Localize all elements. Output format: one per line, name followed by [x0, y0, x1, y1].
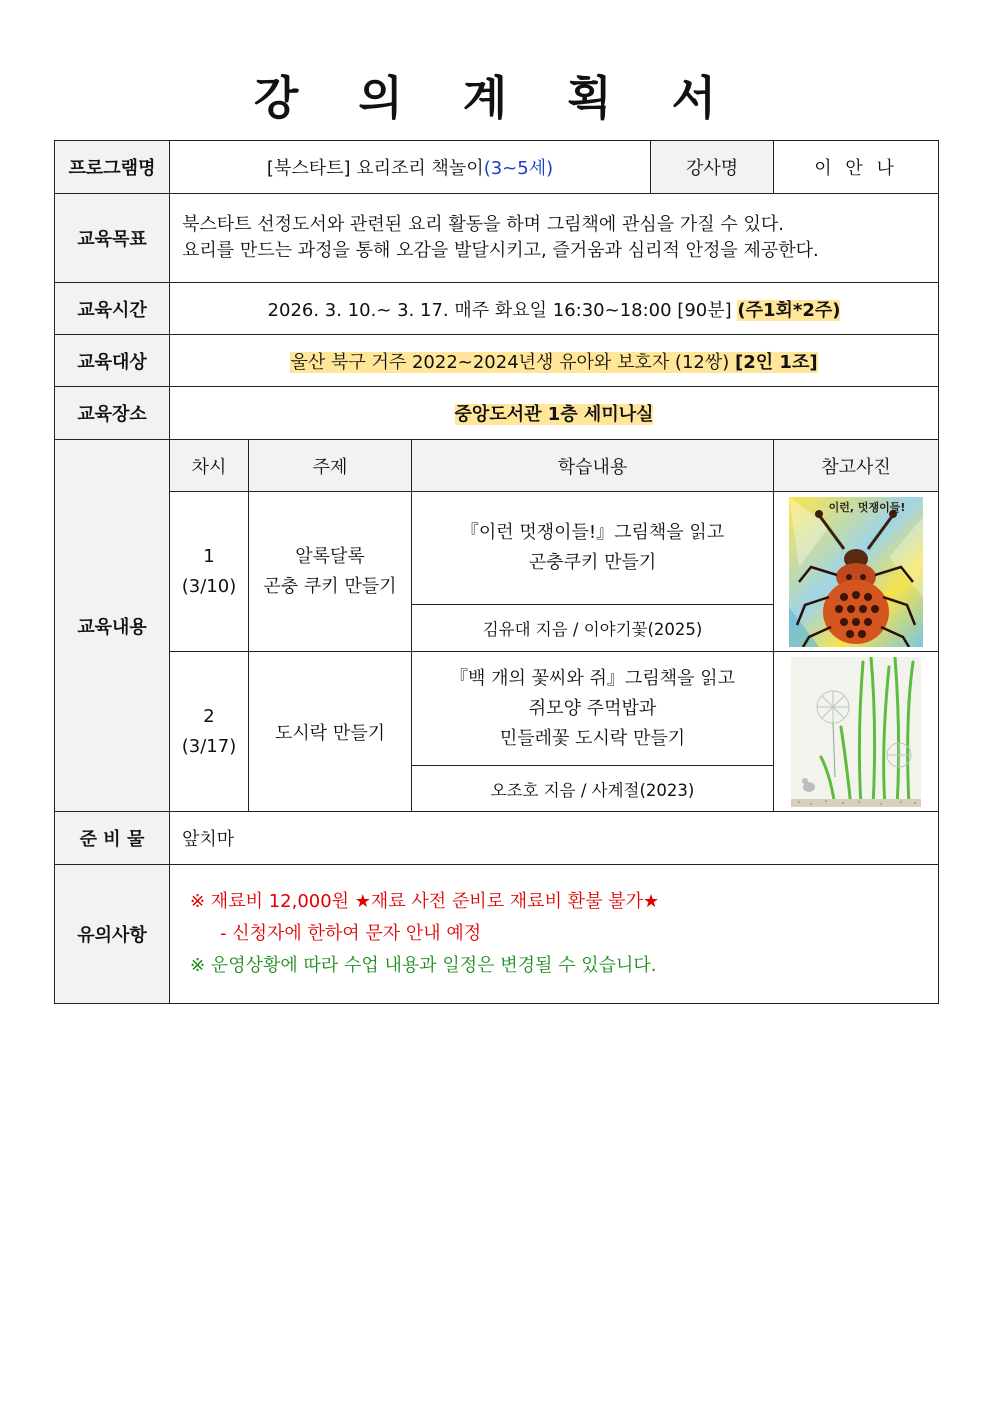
goal-label: 교육목표	[55, 194, 170, 283]
session-2-number	[170, 652, 249, 812]
session-1-book-credit: 김유대 지음 / 이야기꽃(2025)	[412, 605, 774, 652]
header-learning: 학습내용	[412, 440, 774, 492]
goal-text	[170, 194, 939, 283]
target-row	[55, 335, 939, 387]
session-1-topic-line-2: 곤충 쿠키 만들기	[263, 575, 397, 597]
place-text: 중앙도서관 1층 세미나실	[454, 404, 654, 425]
session-1-learning-line-2: 곤충쿠키 만들기	[528, 552, 657, 573]
notes-line-2: - 신청자에 한하여 문자 안내 예정	[220, 923, 482, 944]
target-value	[170, 335, 939, 387]
session-2-num: 2	[203, 705, 215, 727]
content-header-row	[55, 440, 939, 492]
notes-line-3: ※ 운영상황에 따라 수업 내용과 일정은 변경될 수 있습니다.	[190, 955, 657, 976]
target-label: 교육대상	[55, 335, 170, 387]
program-age: (3~5세)	[483, 158, 554, 179]
materials-label: 준 비 물	[55, 812, 170, 865]
time-label: 교육시간	[55, 283, 170, 335]
book-cover-insects	[789, 497, 923, 647]
session-2-learning	[412, 652, 774, 766]
time-text: 2026. 3. 10.~ 3. 17. 매주 화요일 16:30~18:00 [90분]	[267, 299, 732, 321]
session-2-date: (3/17)	[181, 735, 237, 757]
session-row-2	[55, 652, 939, 766]
program-row	[55, 141, 939, 194]
header-photo: 참고사진	[774, 440, 939, 492]
session-2-photo	[774, 652, 939, 812]
session-1-num: 1	[203, 545, 215, 567]
session-2-book-credit: 오조호 지음 / 사계절(2023)	[412, 766, 774, 812]
materials-value: 앞치마	[170, 812, 939, 865]
notes-line-1: ※ 재료비 12,000원 ★재료 사전 준비로 재료비 환불 불가★	[190, 891, 660, 912]
session-2-learning-line-3: 민들레꽃 도시락 만들기	[499, 727, 686, 749]
session-2-learning-line-1: 『백 개의 꽃씨와 쥐』그림책을 읽고	[450, 667, 735, 689]
materials-row	[55, 812, 939, 865]
session-1-learning	[412, 492, 774, 605]
target-text: 울산 북구 거주 2022~2024년생 유아와 보호자 (12쌍)	[290, 351, 730, 373]
cover-title-text: 이런, 멋쟁이들!	[828, 500, 906, 514]
program-label: 프로그램명	[55, 141, 170, 194]
session-1-learning-line-1: 『이런 멋쟁이들!』그림책을 읽고	[460, 522, 725, 543]
session-2-learning-line-2: 쥐모양 주먹밥과	[528, 697, 657, 719]
lecture-plan-table	[54, 140, 939, 1004]
program-name-main: [북스타트] 요리조리 책놀이	[266, 158, 484, 179]
place-value	[170, 387, 939, 440]
header-topic: 주제	[249, 440, 412, 492]
instructor-label: 강사명	[651, 141, 774, 194]
time-frequency: (주1회*2주)	[737, 299, 841, 321]
book-cover-flower-seeds	[791, 657, 921, 807]
notes-label: 유의사항	[55, 865, 170, 1004]
time-value	[170, 283, 939, 335]
time-row	[55, 283, 939, 335]
goal-line-2: 요리를 만드는 과정을 통해 오감을 발달시키고, 즐거움과 심리적 안정을 제공한다.	[182, 240, 819, 261]
dandelion-cover-illustration	[791, 657, 921, 807]
place-row	[55, 387, 939, 440]
session-1-topic	[249, 492, 412, 652]
page-title: 강 의 계 획 서	[253, 71, 739, 125]
instructor-name: 이 안 나	[774, 141, 939, 194]
session-2-topic: 도시락 만들기	[249, 652, 412, 812]
header-session: 차시	[170, 440, 249, 492]
target-group: [2인 1조]	[735, 351, 818, 373]
content-label: 교육내용	[55, 440, 170, 812]
session-1-number	[170, 492, 249, 652]
session-1-topic-line-1: 알록달록	[295, 545, 365, 567]
program-name	[170, 141, 651, 194]
goal-row	[55, 194, 939, 283]
session-row-1	[55, 492, 939, 605]
session-1-date: (3/10)	[181, 575, 237, 597]
notes-text	[170, 865, 939, 1004]
goal-line-1: 북스타트 선정도서와 관련된 요리 활동을 하며 그림책에 관심을 가질 수 있다.	[182, 214, 784, 235]
place-label: 교육장소	[55, 387, 170, 440]
insect-cover-illustration	[789, 497, 923, 647]
session-1-photo	[774, 492, 939, 652]
notes-row	[55, 865, 939, 1004]
